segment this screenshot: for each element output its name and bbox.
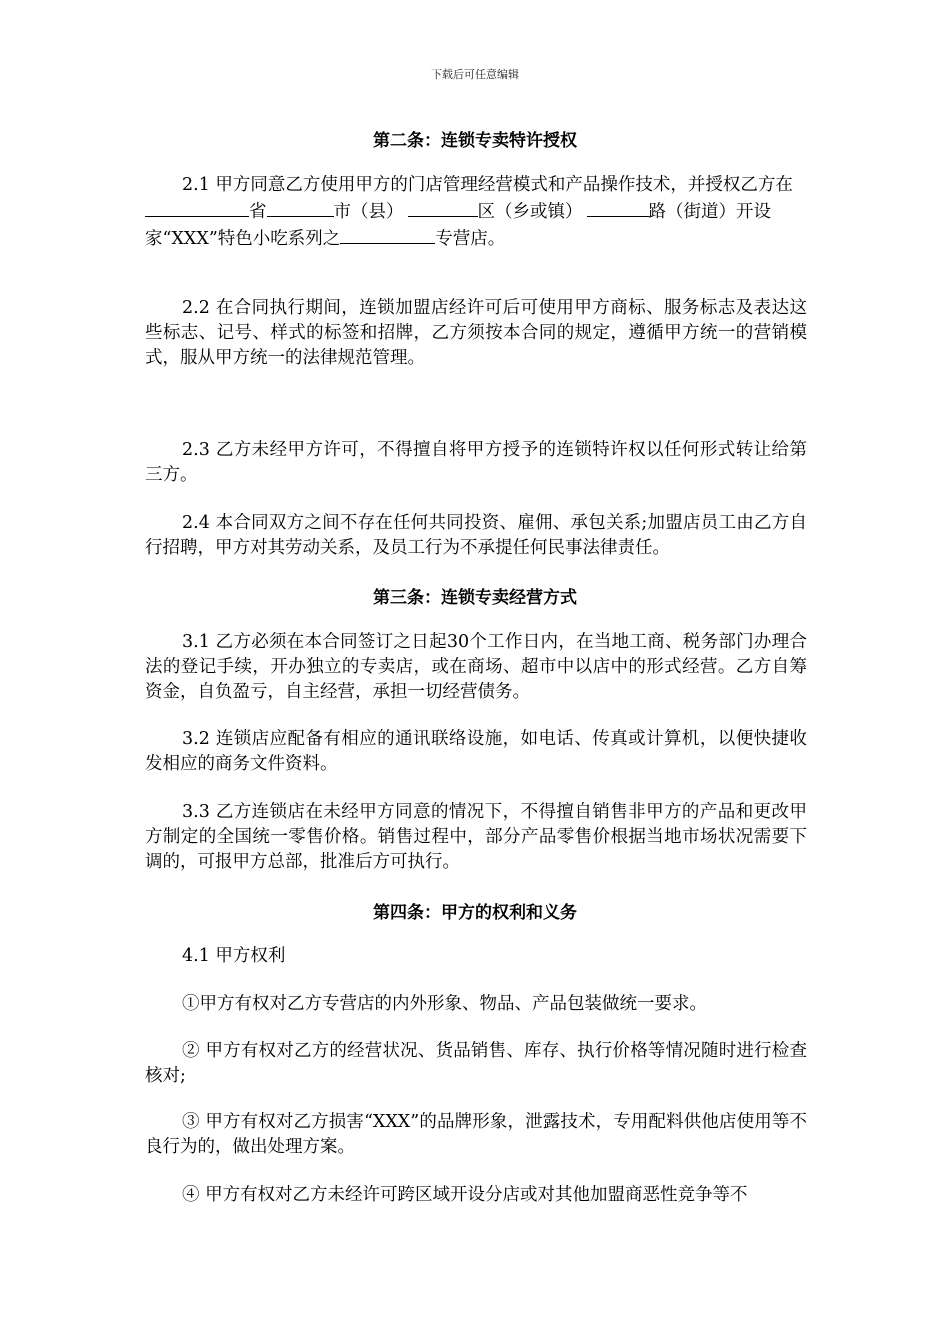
- clause-2-2: 2.2 在合同执行期间，连锁加盟店经许可后可使用甲方商标、服务标志及表达这些标志、记号、样式的标签和招牌，乙方须按本合同的规定，遵循甲方统一的营销模式，服从甲方统一的法律规范管理。: [145, 298, 807, 368]
- clause-2-1: [145, 173, 807, 252]
- store-name-blank: [340, 225, 435, 244]
- province-label: 省: [249, 202, 267, 222]
- road-label: 路（街道）开设: [648, 202, 771, 222]
- clause-2-1-store-line: [145, 225, 807, 252]
- clause-2-1-address-line: [145, 198, 807, 225]
- clause-3-3: 3.3 乙方连锁店在未经甲方同意的情况下，不得擅自销售非甲方的产品和更改甲方制定的全国统一零售价格。销售过程中，部分产品零售价根据当地市场状况需要下调的，可报甲方总部，批准后方可执行。: [145, 802, 807, 872]
- article-3-title: 第三条：连锁专卖经营方式: [373, 588, 577, 608]
- article-4-title: 第四条：甲方的权利和义务: [373, 903, 577, 923]
- province-blank: [145, 198, 249, 217]
- clause-4-1: 4.1 甲方权利: [182, 946, 286, 966]
- clause-4-1-item-1: ①甲方有权对乙方专营店的内外形象、物品、产品包装做统一要求。: [182, 994, 707, 1014]
- page-header-note: 下载后可任意编辑: [431, 68, 519, 81]
- clause-2-4: 2.4 本合同双方之间不存在任何共同投资、雇佣、承包关系;加盟店员工由乙方自行招聘，甲方对其劳动关系，及员工行为不承提任何民事法律责任。: [145, 513, 807, 558]
- city-blank: [267, 198, 334, 217]
- clause-4-1-item-4: ④ 甲方有权对乙方未经许可跨区域开设分店或对其他加盟商恶性竞争等不: [182, 1185, 748, 1205]
- article-2-title: 第二条：连锁专卖特许授权: [373, 131, 577, 151]
- clause-2-3: 2.3 乙方未经甲方许可，不得擅自将甲方授予的连锁特许权以任何形式转让给第三方。: [145, 440, 807, 485]
- clause-3-2: 3.2 连锁店应配备有相应的通讯联络设施，如电话、传真或计算机，以便快捷收发相应的商务文件资料。: [145, 729, 807, 774]
- district-blank: [408, 198, 478, 217]
- clause-3-1: 3.1 乙方必须在本合同签订之日起30个工作日内，在当地工商、税务部门办理合法的登记手续，开办独立的专卖店，或在商场、超市中以店中的形式经营。乙方自筹资金，自负盈亏，自主经营，承担一切经营债务。: [145, 632, 807, 702]
- store-type-label: 专营店。: [435, 229, 506, 249]
- clause-2-1-text: 2.1 甲方同意乙方使用甲方的门店管理经营模式和产品操作技术，并授权乙方在: [182, 175, 793, 195]
- district-label: 区（乡或镇）: [477, 202, 583, 222]
- road-blank: [587, 198, 649, 217]
- city-label: 市（县）: [333, 202, 404, 222]
- clause-4-1-item-2: ② 甲方有权对乙方的经营状况、货品销售、库存、执行价格等情况随时进行检查核对;: [145, 1041, 807, 1086]
- clause-4-1-item-3: ③ 甲方有权对乙方损害“XXX”的品牌形象，泄露技术，专用配料供他店使用等不良行为的，做出处理方案。: [145, 1112, 807, 1157]
- store-series-label: 家“XXX”特色小吃系列之: [145, 229, 341, 249]
